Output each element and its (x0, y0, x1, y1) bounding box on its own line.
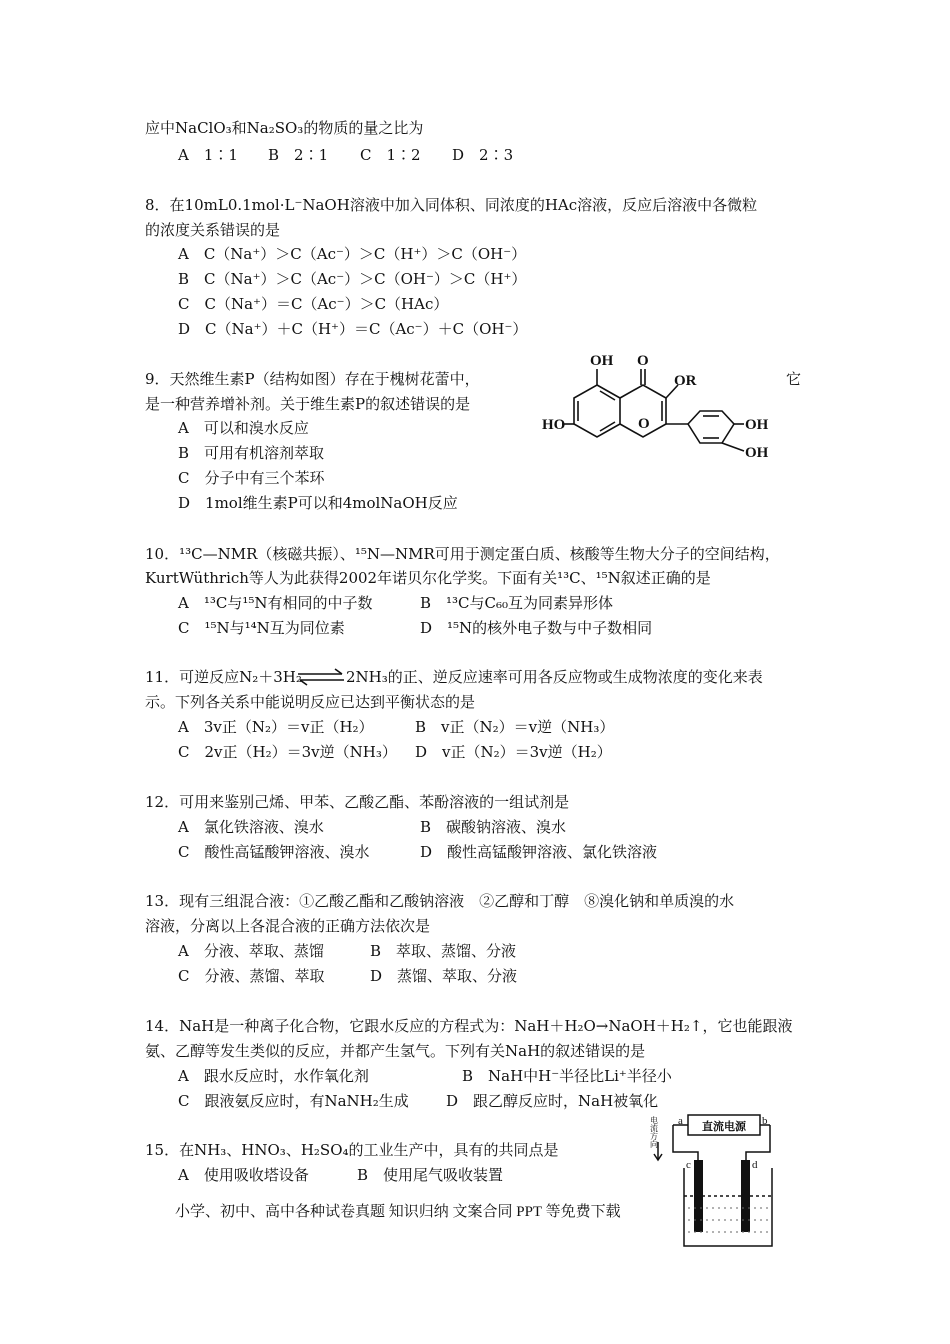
electrode-label-a: a (678, 1115, 683, 1127)
q7-option-a: A 1∶1 (178, 146, 238, 164)
q15-option-b: B 使用尾气吸收装置 (357, 1166, 504, 1184)
q14-option-a: A 跟水反应时，水作氧化剂 (178, 1067, 369, 1085)
vp-label-oh-1: OH (745, 417, 769, 433)
q12-option-d: D 酸性高锰酸钾溶液、氯化铁溶液 (420, 843, 658, 861)
electrode-label-b: b (762, 1115, 768, 1127)
q8-option-a: A C（Na⁺）＞C（Ac⁻）＞C（H⁺）＞C（OH⁻） (178, 245, 527, 263)
reversible-arrow-icon (296, 668, 346, 686)
q7-option-d: D 2∶3 (452, 146, 514, 164)
q11-stem-line1a: 11．可逆反应N₂＋3H₂ (145, 668, 302, 686)
q11-option-c: C 2v正（H₂）＝3v逆（NH₃） (178, 743, 397, 761)
current-direction-label: 电流方向 (649, 1116, 659, 1148)
q8-stem-line1: 8．在10mL0.1mol·L⁻NaOH溶液中加入同体积、同浓度的HAc溶液，反应后溶液中各微粒 (145, 196, 758, 214)
vitamin-p-structure-figure (540, 345, 780, 470)
q14-option-d: D 跟乙醇反应时，NaH被氧化 (446, 1092, 659, 1110)
q13-stem-line1: 13．现有三组混合液：①乙酸乙酯和乙酸钠溶液 ②乙醇和丁醇 ⑧溴化钠和单质溴的水 (145, 892, 735, 910)
q10-option-c: C ¹⁵N与¹⁴N互为同位素 (178, 619, 345, 637)
q13-option-c: C 分液、蒸馏、萃取 (178, 967, 325, 985)
q12-stem: 12．可用来鉴别己烯、甲苯、乙酸乙酯、苯酚溶液的一组试剂是 (145, 793, 570, 811)
q7-continuation: 应中NaClO₃和Na₂SO₃的物质的量之比为 (145, 119, 424, 137)
q11-stem-line2: 示。下列各关系中能说明反应已达到平衡状态的是 (145, 693, 476, 711)
vp-label-ho: HO (542, 417, 566, 433)
q9-option-d: D 1mol维生素P可以和4molNaOH反应 (178, 494, 458, 512)
vp-label-o-carbonyl: O (637, 353, 649, 369)
q12-option-a: A 氯化铁溶液、溴水 (178, 818, 324, 836)
q8-option-d: D C（Na⁺）＋C（H⁺）＝C（Ac⁻）＋C（OH⁻） (178, 320, 528, 338)
q11-option-b: B v正（N₂）＝v逆（NH₃） (415, 718, 615, 736)
electrode-label-c: c (686, 1159, 691, 1171)
q8-option-c: C C（Na⁺）＝C（Ac⁻）＞C（HAc） (178, 295, 449, 313)
q7-option-b: B 2∶1 (268, 146, 329, 164)
q13-option-a: A 分液、萃取、蒸馏 (178, 942, 324, 960)
q7-option-c: C 1∶2 (360, 146, 421, 164)
power-supply-label: 直流电源 (702, 1121, 746, 1133)
q13-option-b: B 萃取、蒸馏、分液 (370, 942, 517, 960)
q9-stem-line1: 9．天然维生素P（结构如图）存在于槐树花蕾中， (145, 370, 480, 388)
vp-label-oh-2: OH (745, 445, 769, 461)
footer-download-note: 小学、初中、高中各种试卷真题 知识归纳 文案合同 PPT 等免费下载 (175, 1204, 621, 1220)
electrolysis-apparatus-figure (648, 1112, 776, 1252)
q8-stem-line2: 的浓度关系错误的是 (145, 221, 281, 239)
q14-stem-line1: 14．NaH是一种离子化合物，它跟水反应的方程式为：NaH＋H₂O→NaOH＋H₂↑，它也能跟液 (145, 1017, 793, 1035)
q12-option-c: C 酸性高锰酸钾溶液、溴水 (178, 843, 370, 861)
q11-option-d: D v正（N₂）＝3v逆（H₂） (415, 743, 612, 761)
q10-option-a: A ¹³C与¹⁵N有相同的中子数 (178, 594, 373, 612)
vp-label-or: OR (674, 373, 697, 389)
q11-stem-line1b: 2NH₃的正、逆反应速率可用各反应物或生成物浓度的变化来表 (346, 668, 763, 686)
q15-option-a: A 使用吸收塔设备 (178, 1166, 309, 1184)
q10-option-b: B ¹³C与C₆₀互为同素异形体 (420, 594, 614, 612)
q13-stem-line2: 溶液，分离以上各混合液的正确方法依次是 (145, 917, 431, 935)
electrode-label-d: d (752, 1159, 758, 1171)
q10-option-d: D ¹⁵N的核外电子数与中子数相同 (420, 619, 653, 637)
q10-stem-line2: KurtWüthrich等人为此获得2002年诺贝尔化学奖。下面有关¹³C、¹⁵N叙述正确的是 (145, 569, 711, 587)
q12-option-b: B 碳酸钠溶液、溴水 (420, 818, 567, 836)
q11-option-a: A 3v正（N₂）＝v正（H₂） (178, 718, 374, 736)
q9-stem-line2: 是一种营养增补剂。关于维生素P的叙述错误的是 (145, 395, 471, 413)
vp-label-o-ring: O (638, 416, 650, 432)
q13-option-d: D 蒸馏、萃取、分液 (370, 967, 518, 985)
q9-option-c: C 分子中有三个苯环 (178, 469, 325, 487)
q14-stem-line2: 氨、乙醇等发生类似的反应，并都产生氢气。下列有关NaH的叙述错误的是 (145, 1042, 646, 1060)
q9-stem-line1-end: 它 (786, 370, 802, 388)
q9-option-b: B 可用有机溶剂萃取 (178, 444, 325, 462)
vp-label-oh-top: OH (590, 353, 614, 369)
q15-stem: 15．在NH₃、HNO₃、H₂SO₄的工业生产中，具有的共同点是 (145, 1141, 559, 1159)
q9-option-a: A 可以和溴水反应 (178, 419, 309, 437)
q8-option-b: B C（Na⁺）＞C（Ac⁻）＞C（OH⁻）＞C（H⁺） (178, 270, 527, 288)
q14-option-b: B NaH中H⁻半径比Li⁺半径小 (462, 1067, 672, 1085)
q10-stem-line1: 10．¹³C—NMR（核磁共振）、¹⁵N—NMR可用于测定蛋白质、核酸等生物大分子的空间结构， (145, 545, 780, 563)
q14-option-c: C 跟液氨反应时，有NaNH₂生成 (178, 1092, 409, 1110)
